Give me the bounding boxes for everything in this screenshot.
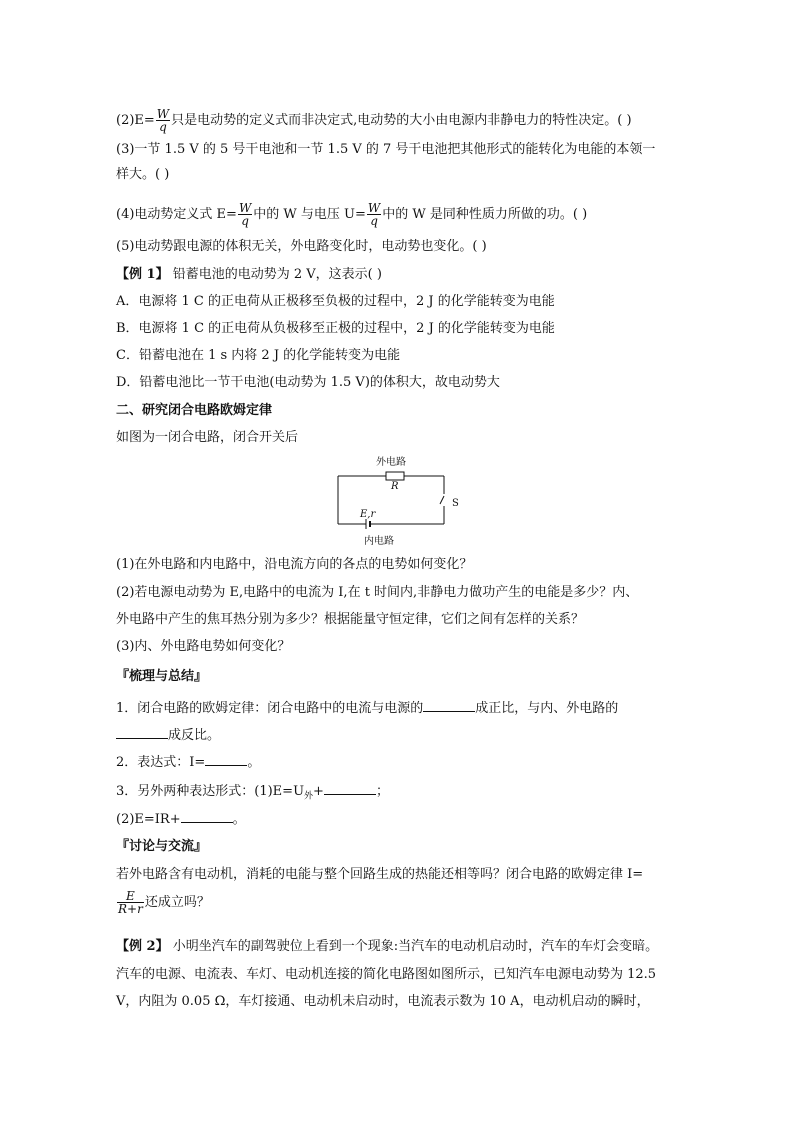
circuit-diagram <box>336 456 466 550</box>
question-3-line1: (3)一节 1.5 V 的 5 号干电池和一节 1.5 V 的 7 号干电池把其他形式的能转化为电能的本领一 <box>116 142 656 157</box>
question-3-line2: 样大。( ) <box>116 167 170 182</box>
summary-item-1: 1．闭合电路的欧姆定律：闭合电路中的电流与电源的 成正比，与内、外电路的 <box>116 698 686 718</box>
option-c: C．铅蓄电池在 1 s 内将 2 J 的化学能转变为电能 <box>116 348 401 363</box>
question-4: (4)电动势定义式 E= $\frac{W}{q}$ 中的 W 与电压 U= $\frac{W}{q}$ 中的 W 是同种性质力所做的功。( ) <box>116 201 588 228</box>
outer-circuit-label: 外电路 <box>376 457 406 468</box>
example-1: 【例 1】 铅蓄电池的电动势为 2 V，这表示( ) <box>116 267 382 282</box>
option-a: A．电源将 1 C 的正电荷从正极移至负极的过程中，2 J 的化学能转变为电能 <box>116 294 555 309</box>
fraction-w-over-q: $\frac{W}{q}$ <box>238 201 252 228</box>
source-label: E,r <box>360 509 376 520</box>
problem-3: (3)内、外电路电势如何变化？ <box>116 639 291 654</box>
question-2: (2)E= $\frac{W}{q}$ 只是电动势的定义式而非决定式,电动势的大小由电源内非静电力的特性决定。( ) <box>116 107 632 134</box>
intro-text: 如图为一闭合电路，闭合开关后 <box>116 430 299 445</box>
resistor-label: R <box>391 481 399 492</box>
problem-1: (1)在外电路和内电路中，沿电流方向的各点的电势如何变化？ <box>116 557 473 572</box>
blank-line <box>324 781 376 795</box>
example-tag: 【例 1】 <box>116 267 169 282</box>
option-d: D．铅蓄电池比一节干电池(电动势为 1.5 V)的体积大，故电动势大 <box>116 375 500 390</box>
example-tag: 【例 2】 <box>116 939 169 954</box>
blank-line <box>181 809 233 823</box>
fraction-w-over-q: $\frac{W}{q}$ <box>156 107 170 134</box>
resistor-icon <box>386 472 404 480</box>
switch-icon <box>440 496 444 504</box>
blank-line <box>116 725 168 739</box>
summary-item-2: 2．表达式：I= 。 <box>116 752 686 772</box>
question-5: (5)电动势跟电源的体积无关，外电路变化时，电动势也变化。( ) <box>116 239 487 254</box>
summary-item-1-cont: 成反比。 <box>116 725 686 745</box>
discussion-line2: $\frac{E}{R+r}$ 还成立吗？ <box>118 889 210 916</box>
example-2: 【例 2】 小明坐汽车的副驾驶位上看到一个现象:当汽车的电动机启动时，汽车的车灯会变暗。 <box>116 939 659 954</box>
example-2-line2: 汽车的电源、电流表、车灯、电动机连接的简化电路图如图所示，已知汽车电源电动势为 12.5 <box>116 967 657 982</box>
fraction-w-over-q: $\frac{W}{q}$ <box>367 201 381 228</box>
option-b: B．电源将 1 C 的正电荷从负极移至正极的过程中，2 J 的化学能转变为电能 <box>116 321 555 336</box>
summary-heading: 『梳理与总结』 <box>116 669 208 684</box>
summary-item-4: (2)E=IR+ 。 <box>116 809 686 829</box>
problem-2-line2: 外电路中产生的焦耳热分别为多少？根据能量守恒定律，它们之间有怎样的关系？ <box>116 612 585 627</box>
summary-item-3: 3．另外两种表达形式：$(1)E=U_外+$ ； <box>116 781 686 806</box>
inner-circuit-label: 内电路 <box>364 536 394 547</box>
discussion-line1: 若外电路含有电动机，消耗的电能与整个回路生成的热能还相等吗？闭合电路的欧姆定律 I= <box>116 867 644 882</box>
example-2-line3: V，内阻为 0.05 Ω，车灯接通、电动机未启动时，电流表示数为 10 A，电动机启动的瞬时， <box>116 994 650 1009</box>
blank-line <box>423 698 475 712</box>
blank-line <box>205 752 247 766</box>
fraction-e-over-r-plus-r: $\frac{E}{R+r}$ <box>118 889 143 916</box>
switch-label: S <box>452 498 459 509</box>
discussion-heading: 『讨论与交流』 <box>116 839 208 854</box>
section-heading: 二、研究闭合电路欧姆定律 <box>116 403 273 418</box>
problem-2-line1: (2)若电源电动势为 E,电路中的电流为 I,在 t 时间内,非静电力做功产生的电能是多少？内、 <box>116 585 639 600</box>
